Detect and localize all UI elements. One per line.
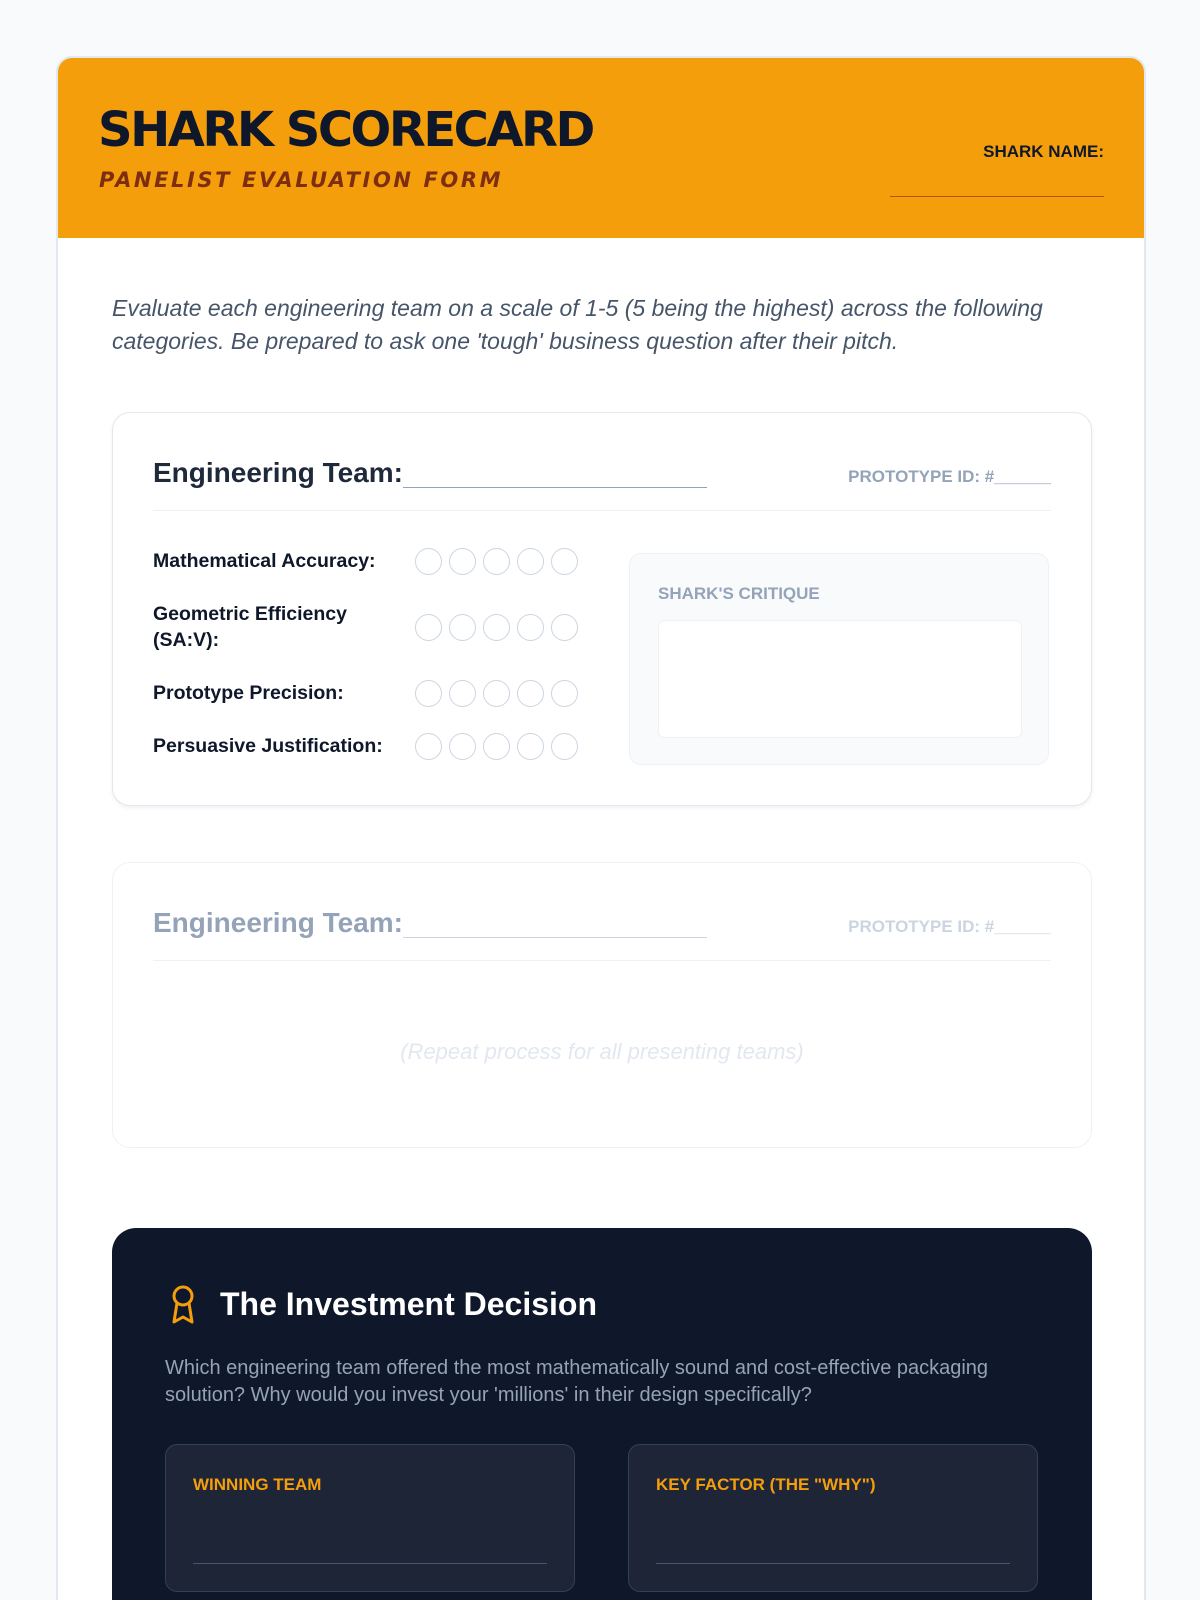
team-header-row [153,901,1051,961]
team-evaluation-card-placeholder [112,862,1092,1148]
rating-circle-4[interactable] [517,680,544,707]
prototype-id-field[interactable]: PROTOTYPE ID: #______ [848,917,1051,936]
rating-circle-5[interactable] [551,548,578,575]
rating-circle-1[interactable] [415,733,442,760]
rating-circle-1[interactable] [415,614,442,641]
rating-circle-3[interactable] [483,614,510,641]
rating-circle-2[interactable] [449,548,476,575]
key-factor-label: KEY FACTOR (THE "WHY") [656,1475,876,1494]
criterion-geometric-efficiency: Geometric Efficiency (SA:V): [153,603,347,651]
scorecard-header [58,58,1144,238]
page-subtitle: PANELIST EVALUATION FORM [99,168,504,192]
page-title: SHARK SCORECARD [98,102,593,158]
instructions: Evaluate each engineering team on a scale of 1-5 (5 being the highest) across the following categories. Be prepared to ask one 'tough' business question after their pitch. [112,295,1043,354]
rating-circle-3[interactable] [483,548,510,575]
rating-circle-4[interactable] [517,614,544,641]
rating-circle-2[interactable] [449,614,476,641]
rating-circle-5[interactable] [551,614,578,641]
rating-circle-1[interactable] [415,680,442,707]
rating-prototype-precision [415,680,578,707]
decision-question: Which engineering team offered the most mathematically sound and cost-effective packaging solution? Why would you invest your 'millions' in their design specifically? [165,1357,989,1406]
rating-geometric-efficiency [415,614,578,641]
critique-label: SHARK'S CRITIQUE [658,584,820,603]
rating-mathematical-accuracy [415,548,578,575]
critique-panel [629,553,1049,765]
shark-name-field[interactable] [890,196,1104,197]
winning-team-label: WINNING TEAM [193,1475,322,1494]
rating-circle-2[interactable] [449,733,476,760]
rating-circle-4[interactable] [517,548,544,575]
team-name-field[interactable] [403,487,707,488]
award-icon [168,1284,198,1326]
criterion-mathematical-accuracy: Mathematical Accuracy: [153,550,376,572]
key-factor-field[interactable] [656,1563,1010,1564]
rating-circle-4[interactable] [517,733,544,760]
rating-circle-2[interactable] [449,680,476,707]
winning-team-field[interactable] [193,1563,547,1564]
decision-title: The Investment Decision [220,1286,597,1322]
criterion-prototype-precision: Prototype Precision: [153,682,344,704]
criterion-persuasive-justification: Persuasive Justification: [153,735,383,757]
team-name-field[interactable] [403,937,707,938]
scorecard-sheet [56,56,1146,1600]
prototype-id-field[interactable]: PROTOTYPE ID: #______ [848,467,1051,486]
team-label: Engineering Team: [153,457,403,488]
repeat-note: (Repeat process for all presenting teams) [400,1039,804,1064]
rating-circle-3[interactable] [483,680,510,707]
rating-circle-1[interactable] [415,548,442,575]
investment-decision-panel [112,1228,1092,1600]
shark-name-label: SHARK NAME: [983,142,1104,161]
team-label: Engineering Team: [153,907,403,938]
rating-persuasive-justification [415,733,578,760]
team-header-row [153,451,1051,511]
rating-circle-5[interactable] [551,680,578,707]
winning-team-box [165,1444,575,1592]
critique-textarea[interactable] [658,620,1022,738]
rating-circle-5[interactable] [551,733,578,760]
team-evaluation-card [112,412,1092,806]
rating-circle-3[interactable] [483,733,510,760]
key-factor-box [628,1444,1038,1592]
